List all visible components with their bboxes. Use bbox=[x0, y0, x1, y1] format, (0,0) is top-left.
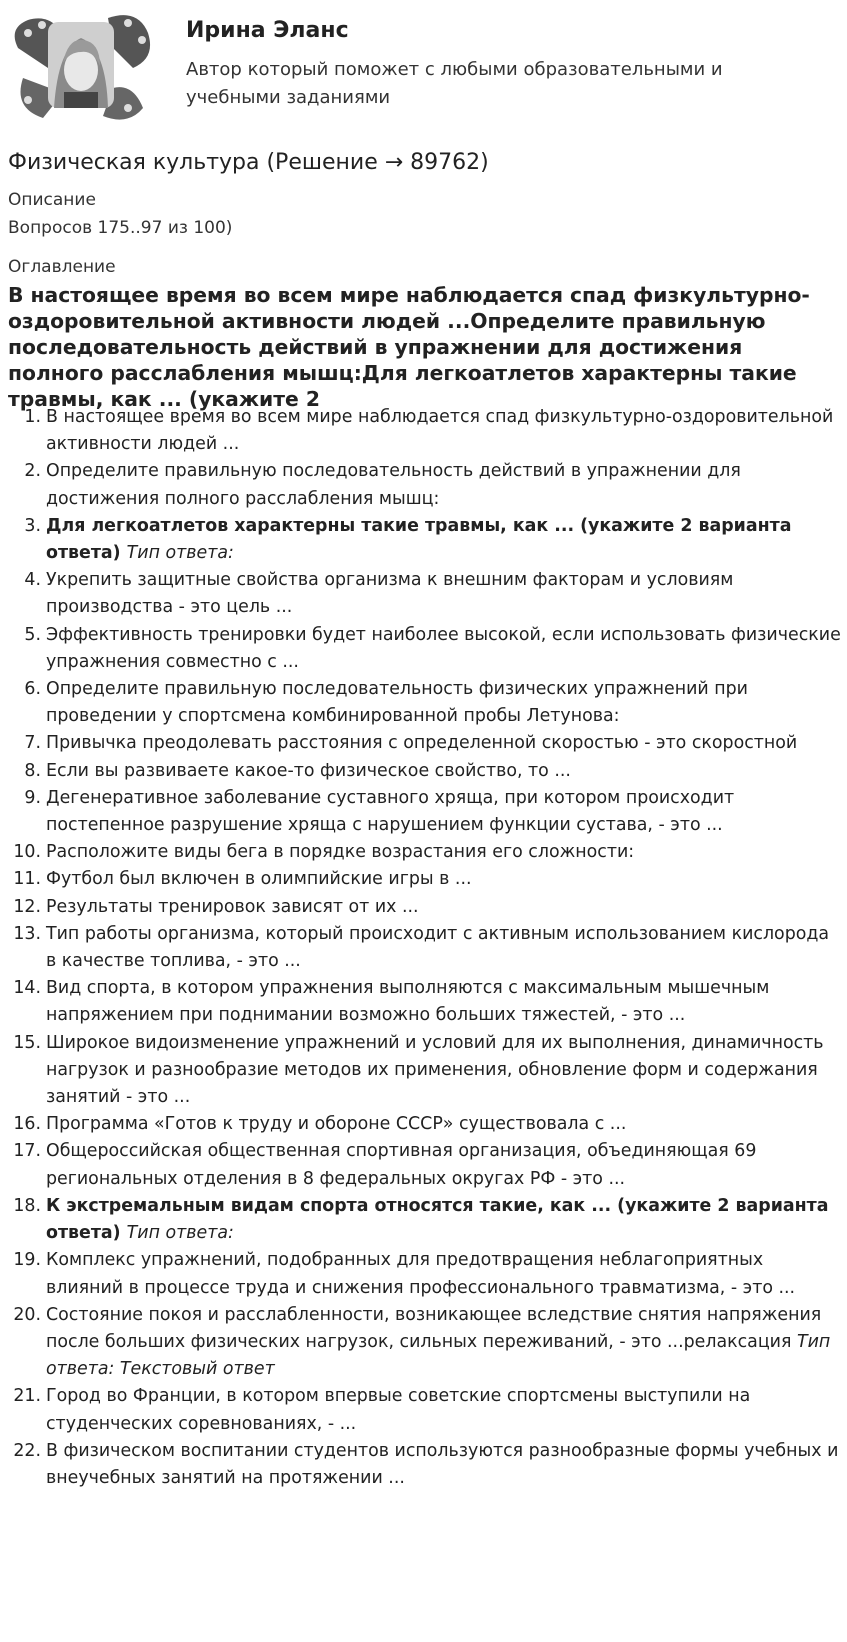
question-item[interactable] bbox=[0, 458, 847, 512]
question-item[interactable] bbox=[0, 975, 847, 1029]
question-text[interactable]: Расположите виды бега в порядке возрастания его сложности: bbox=[46, 842, 635, 863]
question-number: 21. bbox=[13, 1386, 41, 1407]
question-text-wrap bbox=[46, 894, 847, 921]
question-text[interactable]: Тип работы организма, который происходит с активным использованием кислорода в качестве топлива, - это ... bbox=[46, 923, 830, 972]
question-text-wrap bbox=[46, 1383, 847, 1437]
question-text-wrap bbox=[46, 1438, 847, 1492]
question-text[interactable]: Определите правильную последовательность действий в упражнении для достижения полного расслабления мышц: bbox=[46, 461, 741, 509]
question-item[interactable] bbox=[0, 513, 847, 567]
question-text[interactable]: Если вы развиваете какое-то физическое свойство, то ... bbox=[46, 760, 571, 781]
page-title: Физическая культура (Решение → 89762) bbox=[8, 150, 489, 175]
question-number: 18. bbox=[13, 1195, 41, 1216]
question-text-wrap bbox=[46, 758, 847, 785]
question-text[interactable]: К экстремальным видам спорта относятся такие, как ... (укажите 2 варианта ответа) bbox=[46, 1195, 829, 1244]
question-text-wrap bbox=[46, 1193, 847, 1247]
question-item[interactable] bbox=[0, 894, 847, 921]
answer-type-label: Тип ответа: bbox=[126, 1223, 234, 1244]
question-number: 1. bbox=[24, 407, 41, 427]
question-text[interactable]: Дегенеративное заболевание суставного хряща, при котором происходит постепенное разрушение хряща с нарушением функции сустава, - это ... bbox=[46, 787, 735, 836]
question-number: 22. bbox=[13, 1440, 41, 1461]
question-item[interactable] bbox=[0, 622, 847, 676]
question-text-wrap bbox=[46, 1247, 847, 1301]
question-text-wrap bbox=[46, 1030, 847, 1112]
answer-type-label: Тип ответа: Текстовый ответ bbox=[46, 1331, 831, 1380]
question-number: 8. bbox=[24, 760, 41, 781]
question-text[interactable]: Укрепить защитные свойства организма к внешним факторам и условиям производства - это цель ... bbox=[46, 570, 734, 618]
question-number: 5. bbox=[24, 624, 41, 645]
question-item[interactable] bbox=[0, 1111, 847, 1138]
question-text-wrap bbox=[46, 730, 847, 757]
question-number: 9. bbox=[24, 787, 41, 808]
question-text[interactable]: Программа «Готов к труду и обороне СССР» существовала с ... bbox=[46, 1114, 627, 1135]
question-item[interactable] bbox=[0, 921, 847, 975]
question-item[interactable] bbox=[0, 567, 847, 621]
question-number: 12. bbox=[13, 896, 41, 917]
question-number: 16. bbox=[13, 1114, 41, 1135]
answer-type-label: Тип ответа: bbox=[126, 543, 234, 564]
question-text-wrap bbox=[46, 1302, 847, 1384]
question-number: 17. bbox=[13, 1141, 41, 1162]
question-text[interactable]: Комплекс упражнений, подобранных для предотвращения неблагоприятных влияний в процессе труда и снижения профессионального травматизма, - это ... bbox=[46, 1250, 796, 1298]
description-label: Описание bbox=[8, 190, 96, 210]
question-text[interactable]: Определите правильную последовательность физических упражнений при проведении у спортсмена комбинированной пробы Летунова: bbox=[46, 679, 748, 727]
question-text[interactable]: В настоящее время во всем мире наблюдается спад физкультурно-оздоровительной активности людей ... bbox=[46, 407, 834, 455]
question-text-wrap bbox=[46, 567, 847, 621]
question-text-wrap bbox=[46, 622, 847, 676]
question-number: 20. bbox=[13, 1304, 41, 1325]
question-item[interactable] bbox=[0, 676, 847, 730]
question-text[interactable]: Общероссийская общественная спортивная организация, объединяющая 69 региональных отделения в 8 федеральных округах РФ - это ... bbox=[46, 1141, 757, 1189]
question-text-wrap bbox=[46, 513, 847, 567]
question-text-wrap bbox=[46, 404, 847, 458]
question-number: 11. bbox=[13, 869, 41, 890]
question-number: 7. bbox=[24, 733, 41, 754]
question-item[interactable] bbox=[0, 1193, 847, 1247]
question-text[interactable]: Широкое видоизменение упражнений и условий для их выполнения, динамичность нагрузок и разнообразие методов их применения, обновление форм и содержания занятий - это ... bbox=[46, 1032, 824, 1108]
author-name[interactable]: Ирина Эланс bbox=[186, 18, 349, 43]
question-text[interactable]: В физическом воспитании студентов используются разнообразные формы учебных и внеучебных занятий на протяжении ... bbox=[46, 1440, 839, 1488]
question-text-wrap bbox=[46, 676, 847, 730]
question-item[interactable] bbox=[0, 730, 847, 757]
question-text[interactable]: Привычка преодолевать расстояния с определенной скоростью - это скоростной bbox=[46, 733, 798, 754]
question-number: 4. bbox=[24, 570, 41, 591]
question-text[interactable]: Город во Франции, в котором впервые советские спортсмены выступили на студенческих соревнованиях, - ... bbox=[46, 1386, 751, 1434]
question-item[interactable] bbox=[0, 866, 847, 893]
question-item[interactable] bbox=[0, 1438, 847, 1492]
question-number: 3. bbox=[24, 515, 41, 536]
question-item[interactable] bbox=[0, 1302, 847, 1384]
question-text[interactable]: Состояние покоя и расслабленности, возникающее вследствие снятия напряжения после больших физических нагрузок, сильных переживаний, - это ...релаксация bbox=[46, 1304, 822, 1352]
question-text[interactable]: Футбол был включен в олимпийские игры в ... bbox=[46, 869, 472, 890]
question-list bbox=[0, 404, 847, 1492]
question-number: 13. bbox=[13, 923, 41, 944]
question-item[interactable] bbox=[0, 1138, 847, 1192]
question-number: 15. bbox=[13, 1032, 41, 1053]
author-avatar[interactable] bbox=[8, 8, 156, 126]
question-number: 6. bbox=[24, 679, 41, 700]
author-card bbox=[8, 8, 838, 128]
question-text[interactable]: Для легкоатлетов характерны такие травмы, как ... (укажите 2 варианта ответа) bbox=[46, 515, 792, 564]
question-text-wrap bbox=[46, 866, 847, 893]
question-text[interactable]: Результаты тренировок зависят от их ... bbox=[46, 896, 419, 917]
question-text-wrap bbox=[46, 1138, 847, 1192]
question-number: 14. bbox=[13, 978, 41, 999]
question-text-wrap bbox=[46, 839, 847, 866]
question-text-wrap bbox=[46, 785, 847, 839]
question-text-wrap bbox=[46, 921, 847, 975]
question-text[interactable]: Эффективность тренировки будет наиболее высокой, если использовать физические упражнения совместно с ... bbox=[46, 624, 841, 672]
toc-label: Оглавление bbox=[8, 257, 116, 277]
question-item[interactable] bbox=[0, 404, 847, 458]
question-number: 19. bbox=[13, 1250, 41, 1271]
question-item[interactable] bbox=[0, 1383, 847, 1437]
question-item[interactable] bbox=[0, 785, 847, 839]
author-description: Автор который поможет с любыми образовательными и учебными заданиями bbox=[186, 59, 723, 108]
question-item[interactable] bbox=[0, 758, 847, 785]
question-item[interactable] bbox=[0, 1030, 847, 1112]
toc-headline: В настоящее время во всем мире наблюдается спад физкультурно-оздоровительной активности людей ...Определите правильную последовательность действий в упражнении для достижения полного расслабления мышц:Для легкоатлетов характерны такие травмы, как ... (укажите 2 bbox=[8, 283, 810, 411]
description-text: Вопросов 175..97 из 100) bbox=[8, 218, 233, 238]
question-text[interactable]: Вид спорта, в котором упражнения выполняются с максимальным мышечным напряжением при поднимании возможно больших тяжестей, - это ... bbox=[46, 978, 770, 1026]
question-item[interactable] bbox=[0, 839, 847, 866]
question-text-wrap bbox=[46, 1111, 847, 1138]
question-text-wrap bbox=[46, 975, 847, 1029]
question-number: 10. bbox=[13, 842, 41, 863]
question-number: 2. bbox=[24, 461, 41, 482]
question-item[interactable] bbox=[0, 1247, 847, 1301]
question-text-wrap bbox=[46, 458, 847, 512]
